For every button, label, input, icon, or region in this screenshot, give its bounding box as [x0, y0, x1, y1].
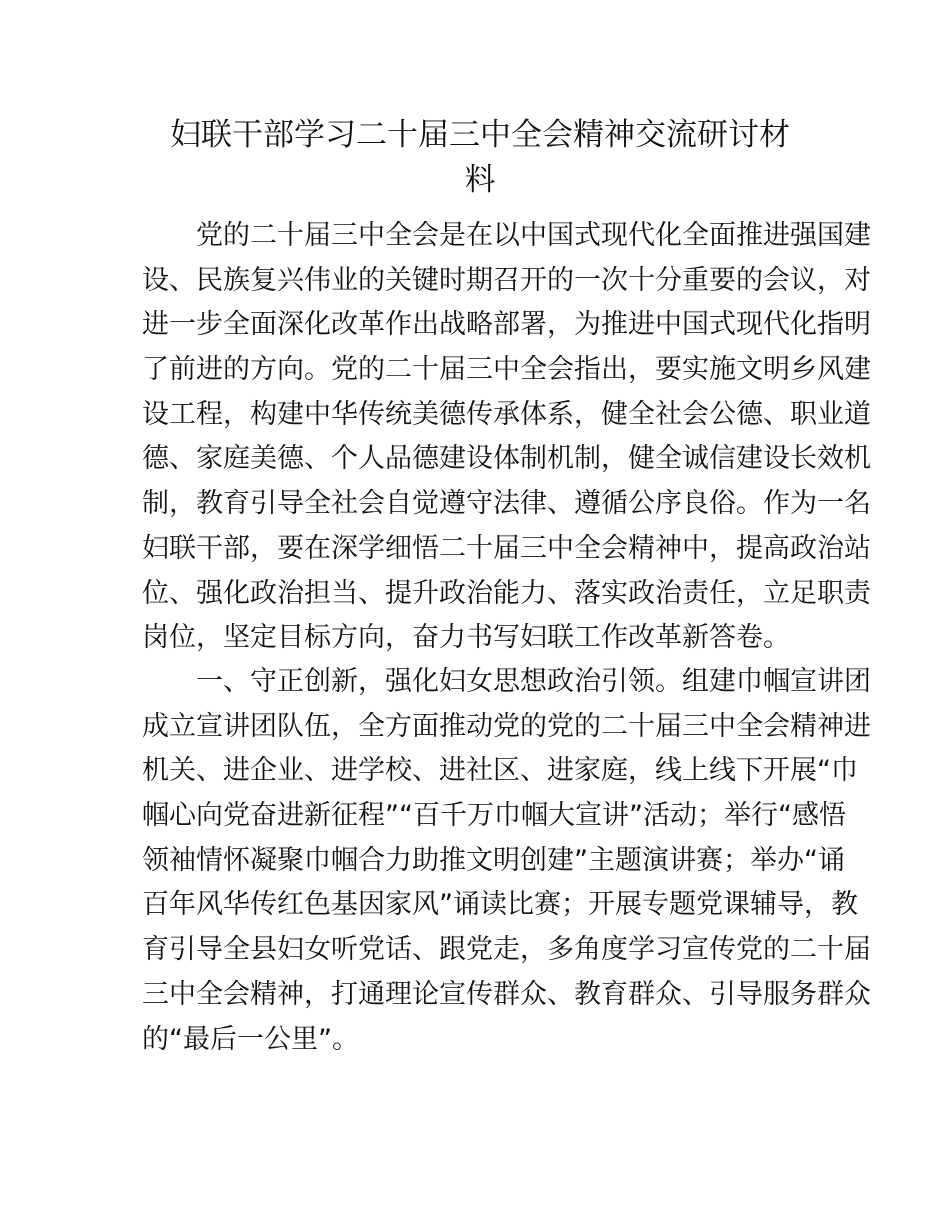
paragraph-intro	[142, 214, 871, 661]
text-line: 制，教育引导全社会自觉遵守法律、遵循公序良俗。作为一名	[142, 488, 871, 520]
text-line: 妇联干部，要在深学细悟二十届三中全会精神中，提高政治站	[142, 532, 871, 564]
title-line: 料	[464, 162, 496, 198]
text-line: 设、民族复兴伟业的关键时期召开的一次十分重要的会议，对	[142, 264, 871, 296]
paragraph-section-1	[142, 660, 871, 1062]
text-line: 帼心向党奋进新征程”“百千万巾帼大宣讲”活动；举行“感悟	[142, 800, 846, 832]
text-line: 设工程，构建中华传统美德传承体系，健全社会公德、职业道	[142, 398, 871, 430]
document-title	[140, 113, 820, 203]
text-line: 了前进的方向。党的二十届三中全会指出，要实施文明乡风建	[142, 354, 871, 386]
text-line: 岗位，坚定目标方向，奋力书写妇联工作改革新答卷。	[142, 622, 790, 654]
text-line: 三中全会精神，打通理论宣传群众、教育群众、引导服务群众	[142, 978, 871, 1010]
text-line: 机关、进企业、进学校、进社区、进家庭，线上线下开展“巾	[142, 755, 858, 787]
text-line: 成立宣讲团队伍，全方面推动党的党的二十届三中全会精神进	[142, 710, 871, 742]
text-line: 进一步全面深化改革作出战略部署，为推进中国式现代化指明	[142, 309, 871, 341]
text-line: 的“最后一公里”。	[142, 1023, 359, 1055]
text-line: 领袖情怀凝聚巾帼合力助推文明创建”主题演讲赛；举办“诵	[142, 844, 845, 876]
text-line: 一、守正创新，强化妇女思想政治引领。组建巾帼宣讲团	[196, 666, 871, 697]
title-line: 妇联干部学习二十届三中全会精神交流研讨材	[170, 117, 790, 153]
text-line: 百年风华传红色基因家风”诵读比赛；开展专题党课辅导，教	[142, 889, 858, 921]
text-line: 育引导全县妇女听党话、跟党走，多角度学习宣传党的二十届	[142, 934, 871, 966]
text-line: 位、强化政治担当、提升政治能力、落实政治责任，立足职责	[142, 577, 871, 609]
text-line: 德、家庭美德、个人品德建设体制机制，健全诚信建设长效机	[142, 443, 871, 475]
text-line: 党的二十届三中全会是在以中国式现代化全面推进强国建	[196, 220, 871, 251]
